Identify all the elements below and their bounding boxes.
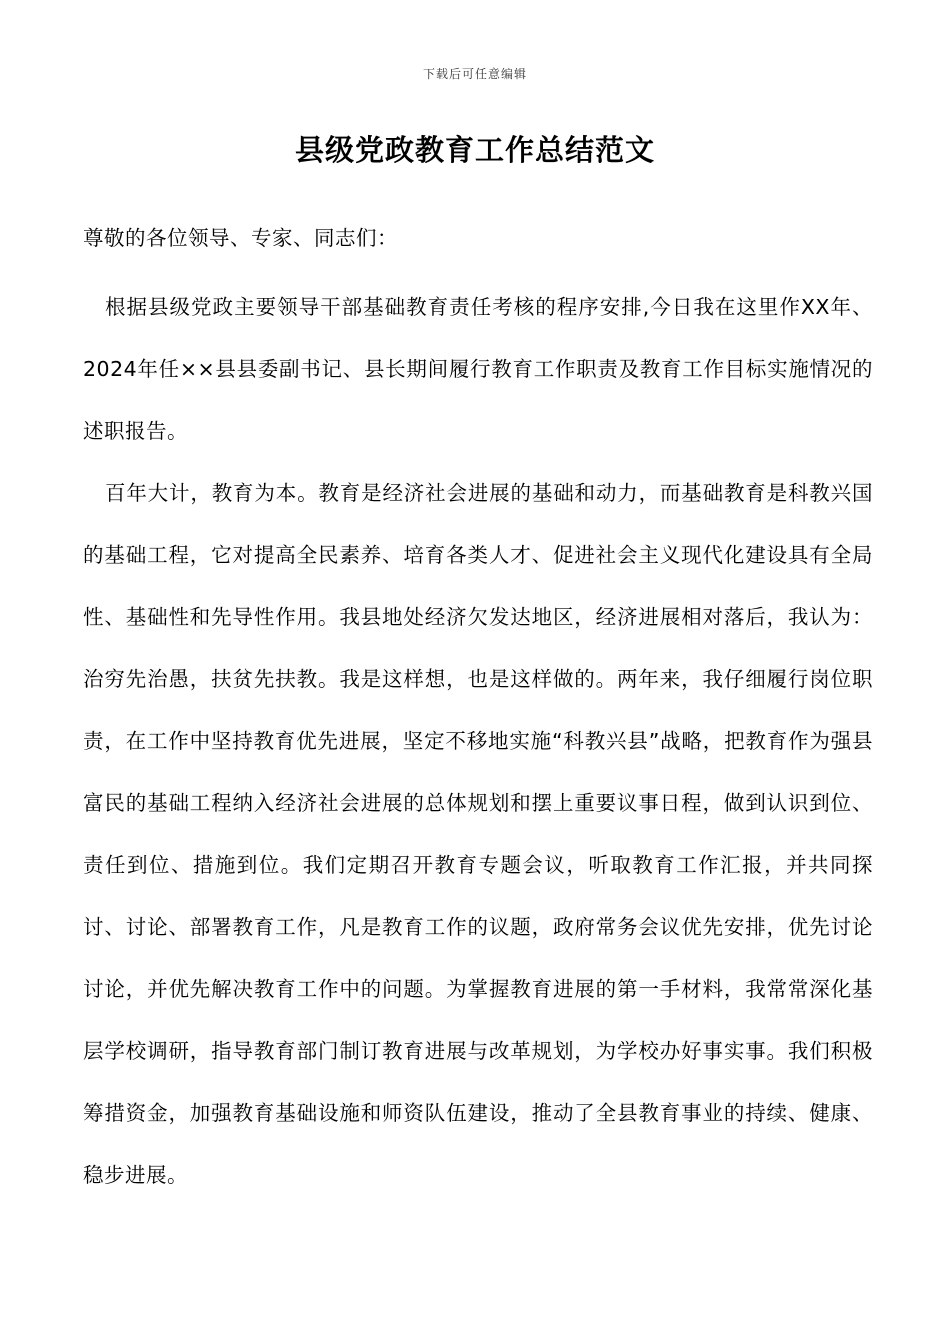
document-title: 县级党政教育工作总结范文 — [294, 133, 655, 167]
document-body — [83, 216, 873, 1206]
header-note: 下载后可任意编辑 — [422, 67, 527, 81]
paragraph-2: 百年大计，教育为本。教育是经济社会进展的基础和动力，而基础教育是科教兴国的基础工程，它对提高全民素养、培育各类人才、促进社会主义现代化建设具有全局性、基础性和先导性作用。我县地处经济欠发达地区，经济进展相对落后，我认为：治穷先治愚，扶贫先扶教。我是这样想，也是这样做的。两年来，我仔细履行岗位职责，在工作中坚持教育优先进展，坚定不移地实施“科教兴县”战略，把教育作为强县富民的基础工程纳入经济社会进展的总体规划和摆上重要议事日程，做到认识到位、责任到位、措施到位。我们定期召开教育专题会议，听取教育工作汇报，并共同探讨、讨论、部署教育工作，凡是教育工作的议题，政府常务会议优先安排，优先讨论讨论，并优先解决教育工作中的问题。为掌握教育进展的第一手材料，我常常深化基层学校调研，指导教育部门制订教育进展与改革规划，为学校办好事实事。我们积极筹措资金，加强教育基础设施和师资队伍建设，推动了全县教育事业的持续、健康、稳步进展。 — [83, 481, 873, 1187]
paragraph-1: 根据县级党政主要领导干部基础教育责任考核的程序安排,今日我在这里作XX年、2024年任××县县委副书记、县长期间履行教育工作职责及教育工作目标实施情况的述职报告。 — [83, 295, 873, 443]
salutation: 尊敬的各位领导、专家、同志们： — [83, 226, 398, 250]
